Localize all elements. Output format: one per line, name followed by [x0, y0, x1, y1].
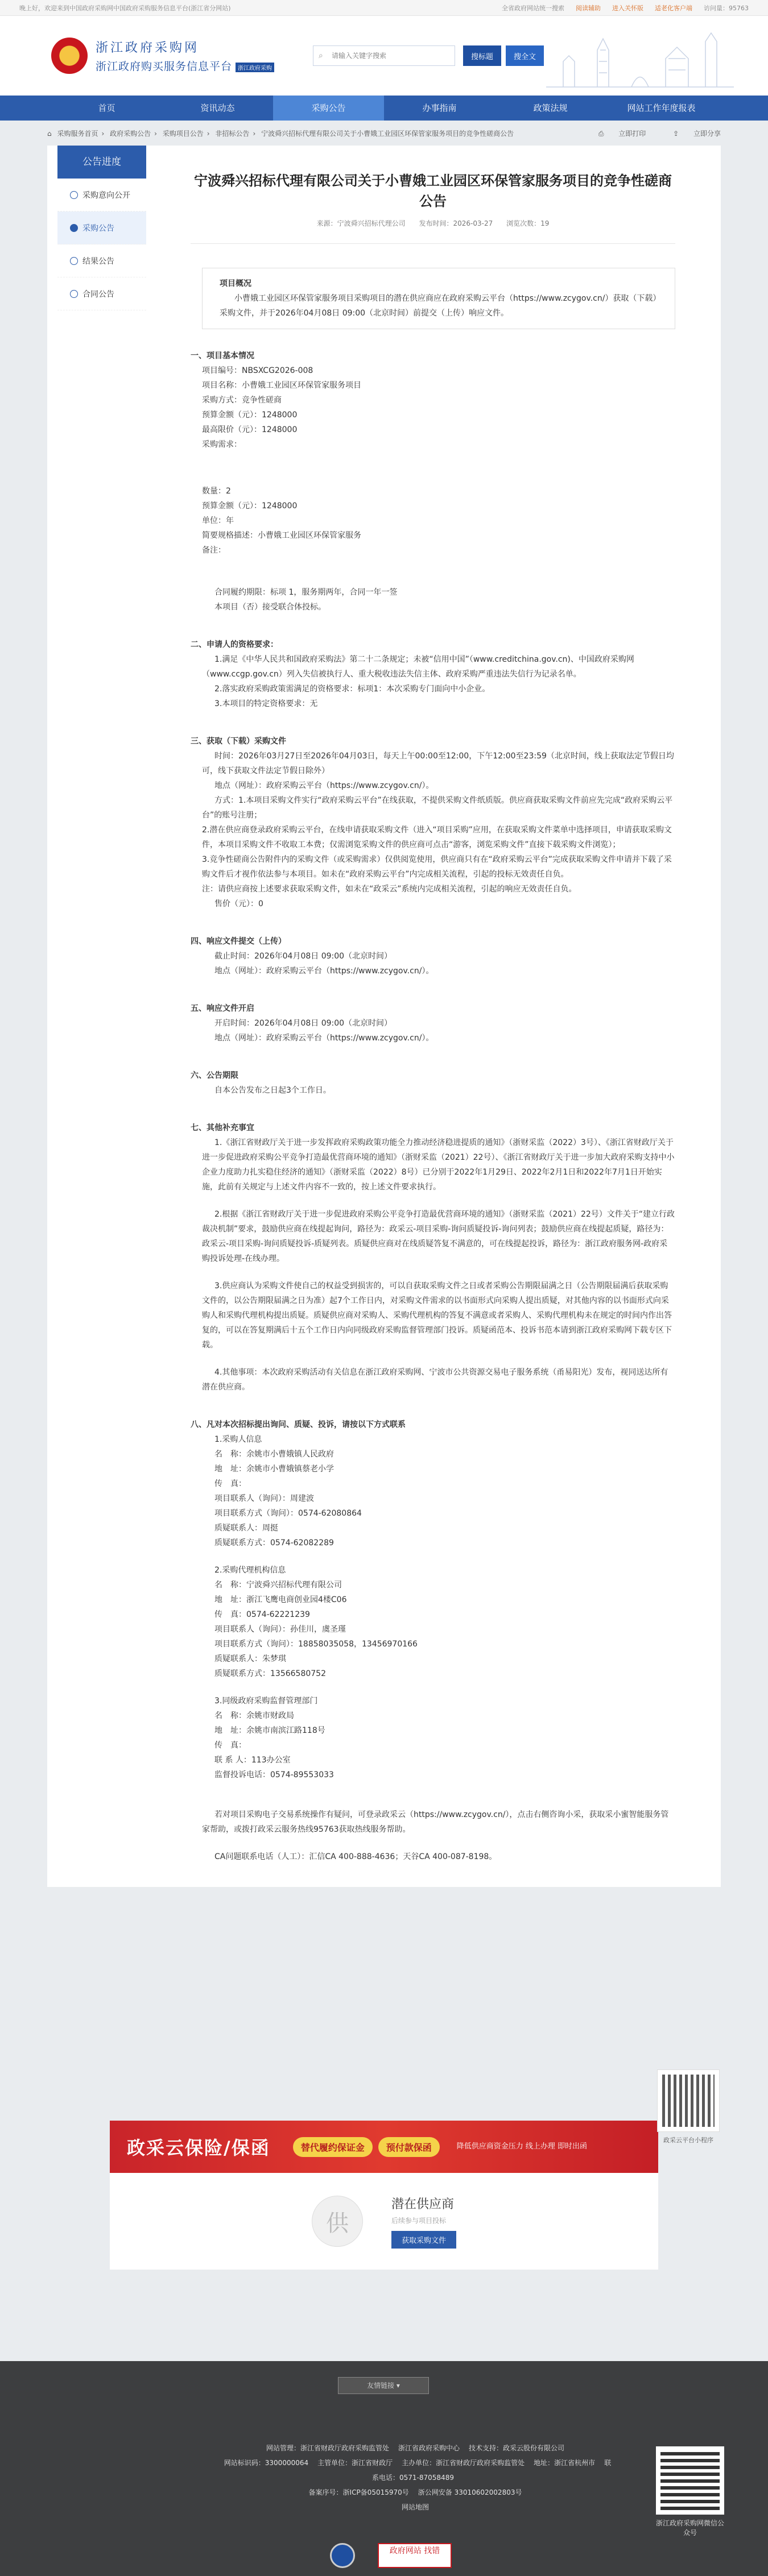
footer-text: 网站标识码：3300000064 — [224, 2459, 309, 2467]
requirement-line: 数量：2 — [202, 487, 231, 496]
nav-guide[interactable]: 办事指南 — [422, 103, 457, 113]
main-nav — [0, 96, 768, 121]
site-header — [0, 16, 768, 96]
contact-line: 联 系 人：113办公室 — [214, 1756, 291, 1765]
home-icon: ⌂ — [47, 129, 52, 138]
potential-supplier-subtitle: 后续参与项目投标 — [391, 2216, 446, 2225]
requirement-line: 预算金额（元）：1248000 — [202, 501, 298, 511]
sidebar-item-contract[interactable]: 合同公告 — [57, 277, 146, 310]
print-icon: ⎙ — [598, 129, 606, 138]
search-bar — [313, 45, 544, 66]
national-emblem-icon — [51, 38, 88, 74]
contact-line: 项目联系人（询问）：周建波 — [214, 1494, 314, 1503]
section-line: 项目编号：NBSXCG2026-008 — [202, 366, 313, 375]
section-line: 截止时间：2026年04月08日 09:00（北京时间） — [214, 952, 393, 961]
breadcrumb-current: 宁波舜兴招标代理有限公司关于小曹娥工业园区环保管家服务项目的竞争性磋商公告 — [261, 129, 514, 138]
search-input[interactable] — [313, 45, 455, 66]
sidebar-title: 公告进度 — [57, 146, 146, 179]
step-icon — [70, 290, 78, 298]
section-line: 自本公告发布之日起3个工作日。 — [214, 1086, 331, 1095]
reading-aid-link[interactable]: 阅读辅助 — [576, 4, 601, 12]
potential-supplier-panel — [110, 2173, 658, 2270]
help-text: 若对项目采购电子交易系统操作有疑问，可登录政采云（https://www.zcygov.cn/），点击右侧咨询小采，获取采小蜜智能服务管家帮助，或拨打政采云服务热线95763获取热线服务帮助。 — [202, 1810, 669, 1834]
footer-text: 浙江省政府采购中心 — [398, 2444, 460, 2452]
contact-line: 名 称：余姚市财政局 — [214, 1711, 294, 1720]
care-mode-link[interactable]: 进入关怀版 — [612, 4, 643, 12]
section-heading: 一、项目基本情况 — [191, 351, 254, 360]
breadcrumb-item[interactable]: 采购服务首页 — [57, 129, 98, 138]
top-bar — [0, 0, 768, 16]
wechat-qr — [653, 2446, 727, 2537]
nav-home[interactable]: 首页 — [98, 103, 115, 113]
police-record-link[interactable]: 浙公网安备 33010602002803号 — [418, 2488, 522, 2496]
section-line: 注：请供应商按上述要求获取采购文件，如未在“政采云”系统内完成相关流程，引起的响应无效责任自负。 — [202, 885, 577, 894]
site-tag: 浙江政府采购 — [236, 63, 274, 72]
contact-line: 项目联系方式（询问）：18858035058，13456970166 — [214, 1640, 418, 1649]
breadcrumb-item[interactable]: 非招标公告 — [215, 129, 250, 138]
section-heading: 三、获取（下载）采购文件 — [191, 737, 286, 746]
contact-line: 名 称：宁波舜兴招标代理有限公司 — [214, 1581, 342, 1590]
section-heading: 七、其他补充事宜 — [191, 1123, 254, 1133]
section-line: 最高限价（元）：1248000 — [202, 425, 298, 434]
section-line: 地点（网址）：政府采购云平台（https://www.zcygov.cn/）。 — [214, 966, 434, 976]
contact-line: 项目联系方式（询问）：0574-62080864 — [214, 1509, 362, 1518]
footer-text: 主管单位：浙江省财政厅 — [317, 2459, 393, 2467]
section-line: 4.其他事项：本次政府采购活动有关信息在浙江政府采购网、宁波市公共资源交易电子服务系统（甬易阳光）发布，视同送达所有潜在供应商。 — [202, 1368, 668, 1392]
search-title-button[interactable]: 搜标题 — [463, 45, 501, 66]
sitemap-link[interactable]: 网站地图 — [401, 2503, 429, 2511]
banner-pill-deposit: 替代履约保证金 — [293, 2137, 373, 2157]
nav-annual-report[interactable]: 网站工作年度报表 — [627, 103, 696, 113]
section-line: 2.根据《浙江省财政厅关于进一步促进政府采购公平竞争打造最优营商环境的通知》（浙财采监（2021）22号）文件关于“建立行政裁决机制”要求，鼓励供应商在线提起询问，路径为：政采云-项目采购-询问质疑投诉-询问列表；鼓励供应商在线提起质疑，路径为：政采云-项目采购-询问质疑投诉-质疑列表。质疑供应商对在线质疑答复不满意的，可在线提起投诉，路径为：浙江政府服务网-政府采购投诉处理-在线办理。 — [202, 1210, 675, 1263]
footer-info — [216, 2441, 614, 2515]
greeting-text: 晚上好，欢迎来到中国政府采购网中国政府采购服务信息平台(浙江省分网站) — [19, 4, 231, 12]
footer-badges — [330, 2543, 452, 2568]
section-line: 2.潜在供应商登录政府采购云平台，在线申请获取采购文件（进入“项目采购”应用，在获取采购文件菜单中选择项目，申请获取采购文件，本项目采购文件不收取工本费；仅需浏览采购文件的供应商可点击“游客，浏览采购文件”直接下载采购文件浏览）； — [202, 826, 672, 849]
section-line: 地点（网址）：政府采购云平台（https://www.zcygov.cn/）。 — [214, 781, 434, 790]
contact-heading: 2.采购代理机构信息 — [214, 1566, 286, 1575]
site-title: 浙江政府采购网 — [96, 41, 200, 55]
section-line: 3.竞争性磋商公告附件内的采购文件（或采购需求）仅供阅览使用，供应商只有在“政府采购云平台”完成获取采购文件申请并下载了采购文件后才视作依法参与本项目。如未在“政府采购云平台”内完成相关流程，引起的投标无效责任自负。 — [202, 855, 672, 879]
contact-line: 名 称：余姚市小曹娥镇人民政府 — [214, 1450, 334, 1459]
section-line: 采购需求： — [202, 440, 242, 449]
requirement-line: 备注： — [202, 546, 226, 555]
section-line: 1.满足《中华人民共和国政府采购法》第二十二条规定；未被“信用中国”（www.creditchina.gov.cn)、中国政府采购网（www.ccgp.gov.cn）列入失信被执行人、重大税收违法失信主体、政府采购严重违法失信行为记录名单。 — [202, 655, 634, 679]
section-line: 时间：2026年03月27日至2026年04月03日，每天上午00:00至12:00，下午12:00至23:59（北京时间，线上获取法定节假日均可，线下获取文件法定节假日除外） — [202, 752, 674, 775]
section-line: 采购方式：竞争性磋商 — [202, 396, 282, 405]
share-button[interactable]: ⇪ 立即分享 — [673, 129, 721, 138]
breadcrumb: ⌂ 采购服务首页 › 政府采购公告 › 采购项目公告 › 非招标公告 › 宁波舜兴招标代理有限公司关于小曹娥工业园区环保管家服务项目的竞争性磋商公告 ⎙ 立即打印 ⇪ 立即分享 — [47, 129, 721, 138]
site-footer — [0, 2361, 768, 2576]
footer-text: 技术支持：政采云股份有限公司 — [469, 2444, 565, 2452]
print-button[interactable]: ⎙ 立即打印 — [598, 129, 646, 138]
friend-links-select[interactable]: 友情链接 ▾ — [338, 2377, 429, 2394]
contact-heading: 3.同级政府采购监督管理部门 — [214, 1696, 318, 1706]
section-line: 售价（元）：0 — [214, 899, 263, 909]
icp-link[interactable]: 备案序号：浙ICP备05015970号 — [308, 2488, 409, 2496]
project-overview-box — [202, 268, 675, 329]
contact-line: 质疑联系人：周挺 — [214, 1524, 278, 1533]
section-line: 3.供应商认为采购文件使自己的权益受到损害的，可以自获取采购文件之日或者采购公告期限届满之日（公告期限届满后获取采购文件的，以公告期限届满之日为准）起7个工作日内，对采购文件需求的以书面形式向采购人提出质疑，对其他内容的以书面形式向采购人和采购代理机构提出质疑。质疑供应商对采购人、采购代理机构的答复不满意或者采购人、采购代理机构未在规定的时间内作出答复的，可以在答复期满后十五个工作日内向同级政府采购监督管理部门投诉。质疑函范本、投诉书范本请到浙江政府采购网下载专区下载。 — [202, 1281, 672, 1350]
contact-line: 传 真：0574-62221239 — [214, 1610, 310, 1619]
contact-line: 地 址：浙江飞鹰电商创业园4楼C06 — [214, 1595, 347, 1604]
footer-text: 联系电话：0571-87058489 — [372, 2459, 612, 2482]
gov-site-error-badge[interactable]: 政府网站 找错 — [378, 2543, 452, 2568]
global-search-link[interactable]: 全省政府网站统一搜索 — [502, 4, 564, 12]
supplier-avatar-icon: 供 — [312, 2196, 363, 2247]
potential-supplier-title: 潜在供应商 — [391, 2197, 454, 2212]
city-skyline-icon — [546, 27, 734, 90]
article-source: 来源：宁波舜兴招标代理公司 — [316, 219, 406, 227]
get-procurement-file-button[interactable]: 获取采购文件 — [391, 2231, 456, 2249]
breadcrumb-item[interactable]: 采购项目公告 — [162, 129, 204, 138]
section-heading: 六、公告期限 — [191, 1071, 238, 1080]
step-icon — [70, 191, 78, 199]
qr-code-icon — [660, 2451, 720, 2510]
section-heading: 五、响应文件开启 — [191, 1004, 254, 1013]
article — [156, 146, 721, 1864]
banner-title: 政采云保险/保函 — [127, 2137, 270, 2159]
contact-heading: 1.采购人信息 — [214, 1435, 262, 1444]
section-line: 1.《浙江省财政厅关于进一步发挥政府采购政策功能全力推动经济稳进提质的通知》（浙财采监（2022）3号）、《浙江省财政厅关于进一步促进政府采购公平竞争打造最优营商环境的通知》（浙财采监（2021）22号）、《浙江省财政厅关于进一步加大政府采购支持中小企业力度助力扎实稳住经济的通知》（浙财采监（2022）8号）已分别于2022年1月29日、2022年2月1日和2022年7月1日开始实施，此前有关规定与上述文件内容不一致的，按上述文件要求执行。 — [202, 1138, 675, 1192]
site-logo[interactable] — [51, 38, 279, 74]
article-title: 宁波舜兴招标代理有限公司关于小曹娥工业园区环保管家服务项目的竞争性磋商公告 — [194, 173, 672, 209]
section-heading: 四、响应文件提交（上传） — [191, 937, 286, 946]
nav-news[interactable]: 资讯动态 — [200, 103, 235, 113]
contact-line: 传 真： — [214, 1479, 246, 1488]
ca-contact-text: CA问题联系电话（人工）：汇信CA 400-888-4636；天谷CA 400-087-8198。 — [214, 1852, 497, 1861]
overview-text: 小曹娥工业园区环保管家服务项目采购项目的潜在供应商应在政府采购云平台（https://www.zcygov.cn/）获取（下载）采购文件，并于2026年04月08日 09:00（北京时间）前提交（上传）响应文件。 — [220, 294, 657, 318]
sidebar-item-result[interactable]: 结果公告 — [57, 244, 146, 277]
requirement-line: 单位：年 — [202, 516, 234, 525]
section-line: 开启时间：2026年04月08日 09:00（北京时间） — [214, 1019, 393, 1028]
main-panel — [47, 146, 721, 1887]
contact-line: 项目联系人（询问）：孙佳川，虞圣瑾 — [214, 1625, 346, 1634]
banner-pill-advance: 预付款保函 — [378, 2137, 440, 2157]
nav-policy[interactable]: 政策法规 — [533, 103, 568, 113]
article-views: 浏览次数：19 — [506, 219, 550, 227]
article-meta — [191, 216, 675, 244]
article-date: 发布时间：2026-03-27 — [419, 219, 493, 227]
contact-line: 监督投诉电话：0574-89553033 — [214, 1770, 334, 1779]
visit-count: 访问量：95763 — [704, 4, 749, 12]
breadcrumb-item[interactable]: 政府采购公告 — [110, 129, 151, 138]
requirement-line: 简要规格描述：小曹娥工业园区环保管家服务 — [202, 531, 361, 540]
site-subtitle: 浙江政府购买服务信息平台 — [96, 60, 233, 73]
banner-subtitle: 降低供应商资金压力 线上办理 即时出函 — [456, 2142, 587, 2151]
section-heading: 八、凡对本次招标提出询问、质疑、投诉，请按以下方式联系 — [191, 1420, 406, 1429]
contact-line: 质疑联系方式：0574-62082289 — [214, 1538, 334, 1548]
search-icon: ⌕ — [319, 51, 323, 60]
section-line: 2.落实政府采购政策需满足的资格要求：标项1：本次采购专门面向中小企业。 — [214, 685, 490, 694]
nav-announcements[interactable]: 采购公告 — [273, 96, 384, 121]
section-line: 方式：1.本项目采购文件实行“政府采购云平台”在线获取，不提供采购文件纸质版。供应商获取采购文件前应先完成“政府采购云平台”的账号注册； — [202, 796, 673, 820]
mini-program-label: 政采云平台小程序 — [663, 2137, 713, 2144]
contact-line: 质疑联系方式：13566580752 — [214, 1669, 326, 1678]
overview-heading: 项目概况 — [220, 279, 251, 288]
contact-line: 传 真： — [214, 1741, 246, 1750]
section-line: 地点（网址）：政府采购云平台（https://www.zcygov.cn/）。 — [214, 1034, 434, 1043]
section-heading: 二、申请人的资格要求： — [191, 640, 278, 649]
step-icon — [70, 224, 78, 232]
contact-line: 地 址：余姚市小曹娥镇蔡老小学 — [214, 1465, 334, 1474]
contact-line: 地 址：余姚市南滨江路118号 — [214, 1726, 325, 1735]
section-line: 3.本项目的特定资格要求：无 — [214, 699, 318, 708]
insurance-ad-banner[interactable] — [110, 2121, 658, 2173]
section-line: 项目名称：小曹娥工业园区环保管家服务项目 — [202, 381, 361, 390]
mini-program-qr — [649, 2069, 728, 2144]
sidebar-item-intent[interactable]: 采购意向公开 — [57, 179, 146, 211]
party-government-badge-icon[interactable] — [330, 2543, 355, 2568]
search-fulltext-button[interactable]: 搜全文 — [506, 45, 544, 66]
section-line: 本项目（否）接受联合体投标。 — [214, 603, 326, 612]
section-line: 合同履约期限：标项 1，服务期两年，合同一年一签 — [214, 588, 398, 597]
footer-text: 网站管理：浙江省财政厅政府采购监管处 — [266, 2444, 389, 2452]
section-line: 预算金额（元）：1248000 — [202, 410, 298, 420]
footer-text: 地址：浙江省杭州市 — [534, 2459, 596, 2467]
share-icon: ⇪ — [673, 129, 681, 138]
sidebar-item-announcement[interactable]: 采购公告 — [57, 211, 146, 244]
elderly-client-link[interactable]: 适老化客户端 — [655, 4, 692, 12]
qr-code-icon — [662, 2075, 715, 2127]
step-icon — [70, 257, 78, 265]
progress-sidebar — [47, 146, 156, 1864]
footer-text: 主办单位：浙江省财政厅政府采购监管处 — [402, 2459, 525, 2467]
contact-line: 质疑联系人：朱梦琪 — [214, 1654, 286, 1664]
qr-label: 浙江政府采购网微信公众号 — [655, 2519, 724, 2537]
